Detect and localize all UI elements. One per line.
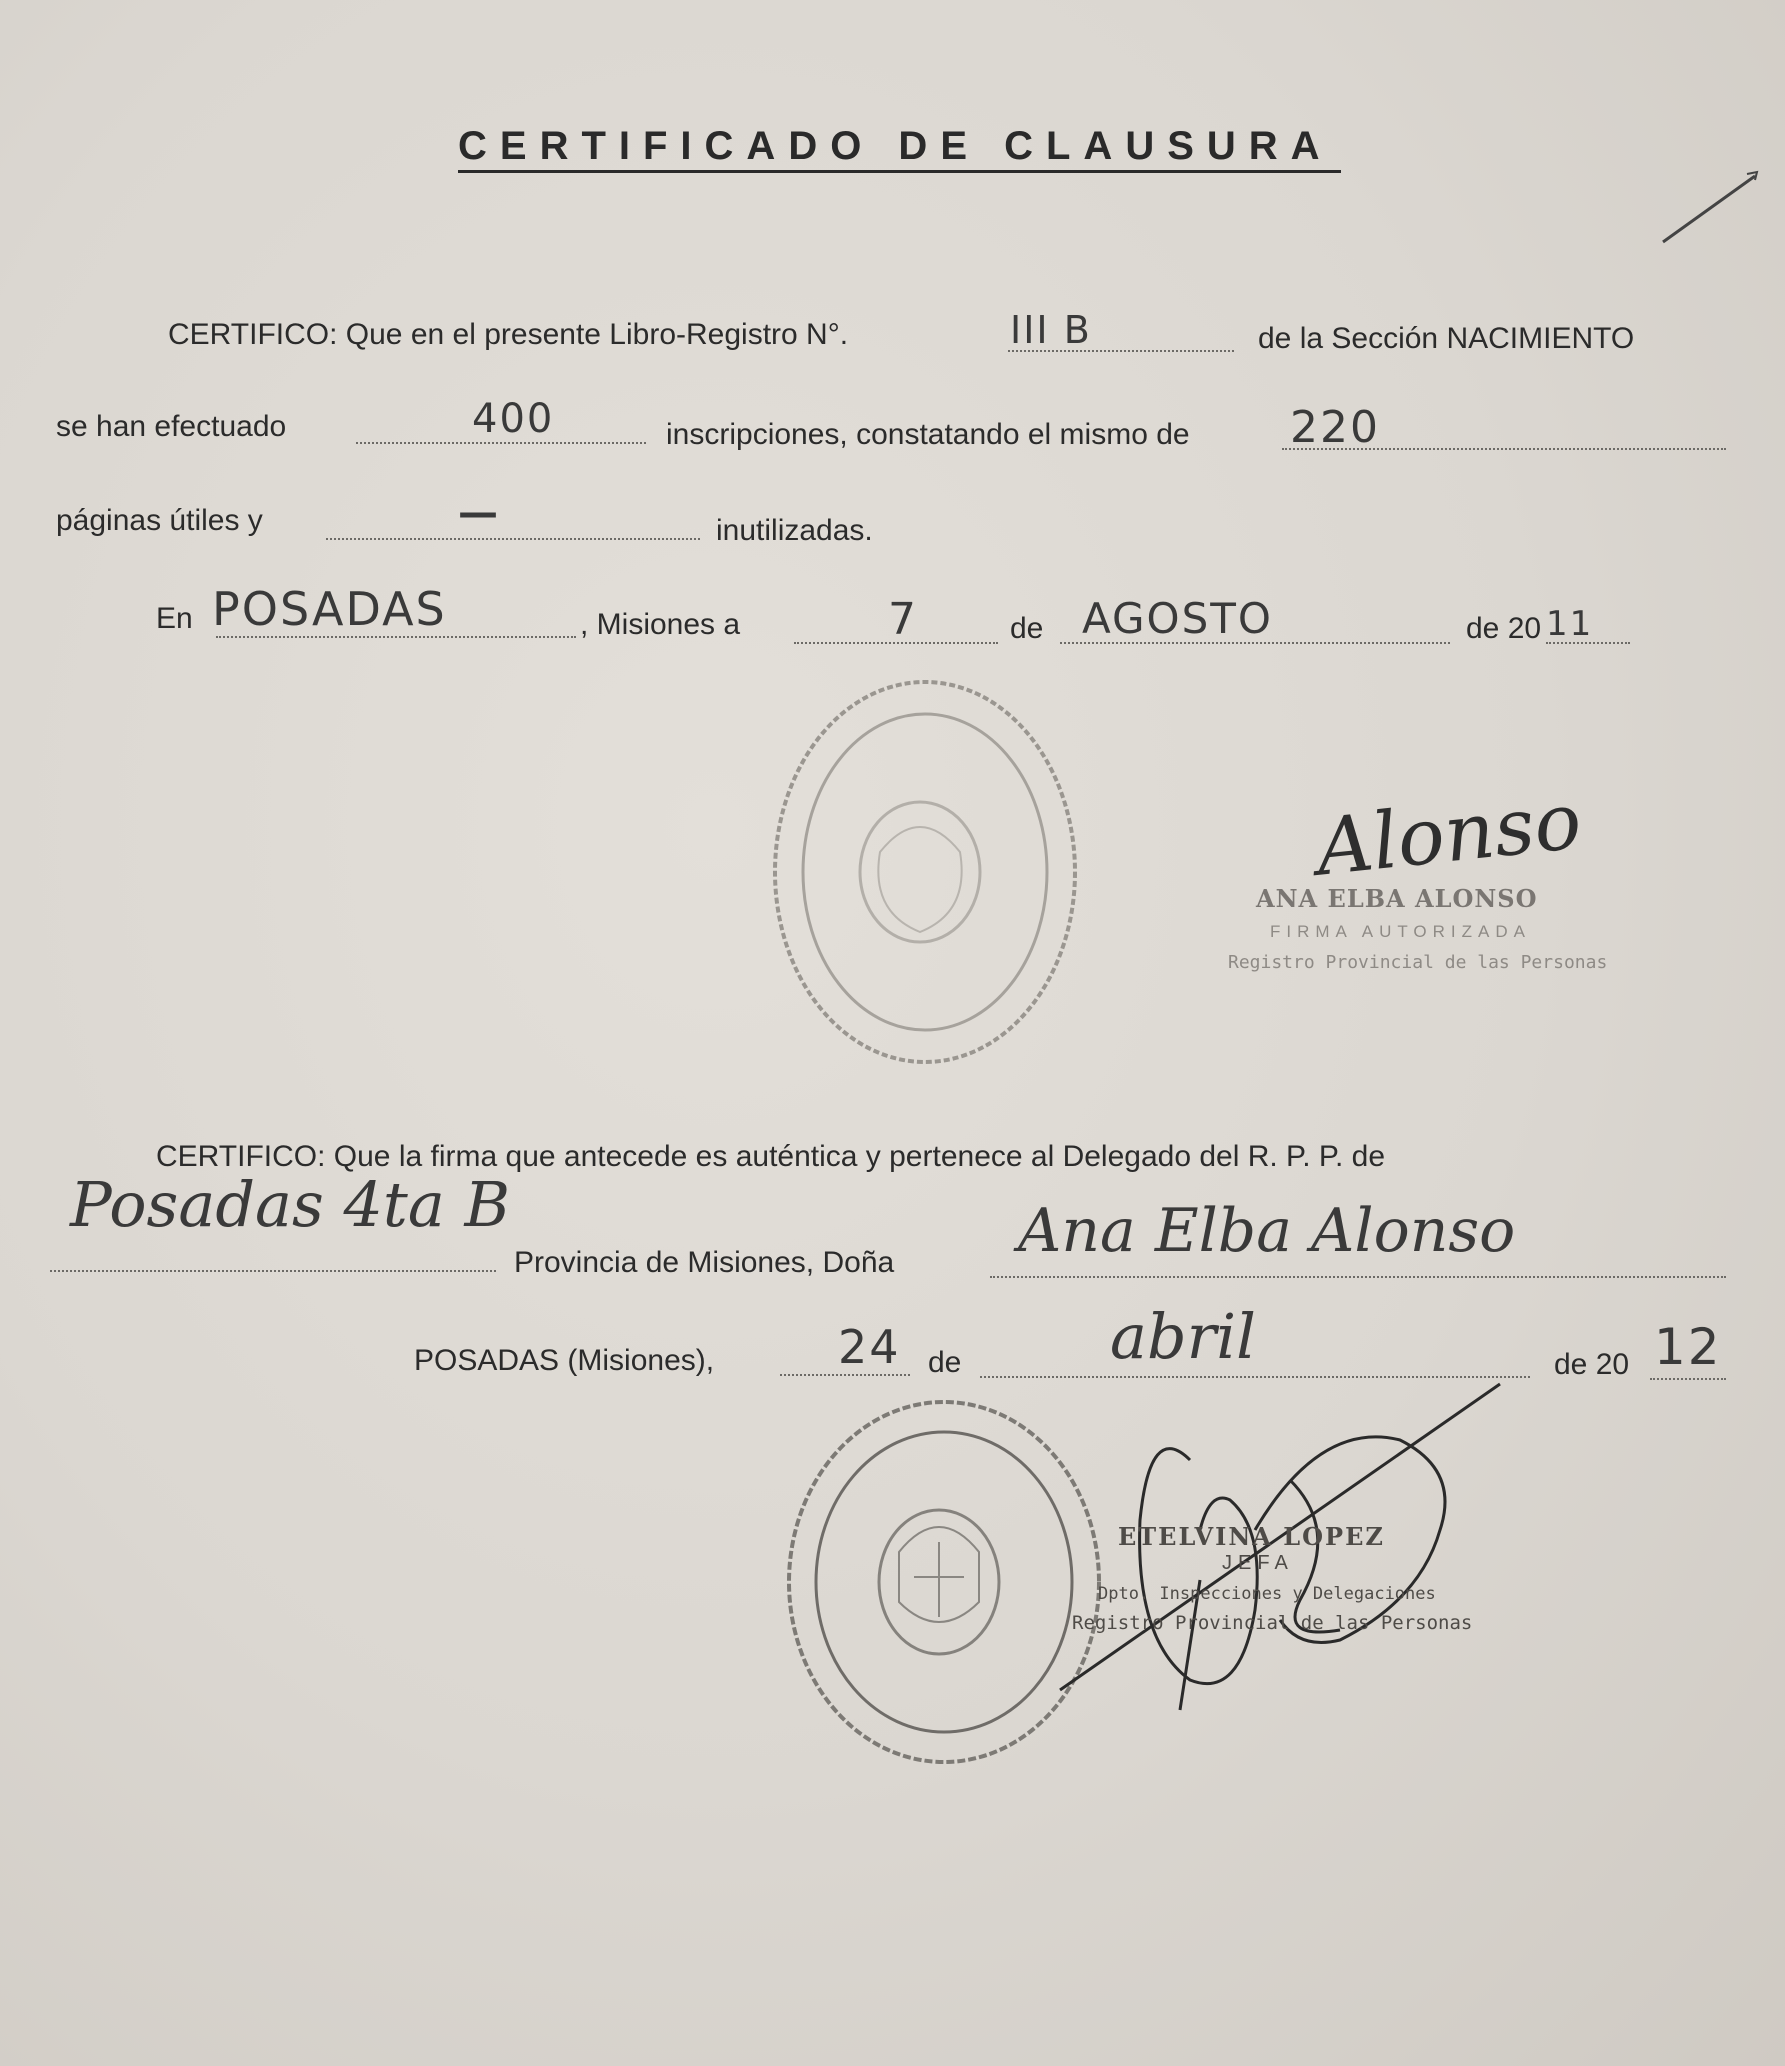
- section1-line1-lead: CERTIFICO: Que en el presente Libro-Registro N°.: [168, 318, 849, 351]
- section1-line3-lead: páginas útiles y: [56, 504, 263, 537]
- section2-anio-prefix: de 20: [1554, 1348, 1630, 1381]
- section1-anio-value: 11: [1546, 604, 1594, 644]
- section1-misiones-label: , Misiones a: [580, 608, 741, 641]
- signatory2-dept: Dpto. Inspecciones y Delegaciones: [1098, 1584, 1436, 1604]
- signatory1-org: Registro Provincial de las Personas: [1228, 952, 1608, 973]
- signatory1-name: ANA ELBA ALONSO: [1256, 884, 1538, 913]
- section1-de-label: de: [1010, 612, 1044, 645]
- mes-value: AGOSTO: [1082, 594, 1273, 643]
- pencil-mark: [1655, 170, 1765, 250]
- paginas-utiles-value: 220: [1290, 402, 1380, 453]
- section2-de-label: de: [928, 1346, 962, 1379]
- signatory1-role: FIRMA AUTORIZADA: [1270, 922, 1531, 941]
- section2-anio-value: 12: [1654, 1318, 1722, 1376]
- signatory2-role: JEFA: [1222, 1552, 1294, 1574]
- section1-line1-tail: de la Sección NACIMIENTO: [1258, 322, 1635, 355]
- signatory2-org: Registro Provincial de las Personas: [1072, 1612, 1473, 1634]
- title-underline: [458, 170, 1341, 173]
- section1-line2-lead: se han efectuado: [56, 410, 287, 443]
- inscripciones-field: [356, 442, 646, 444]
- signatory2-name: ETELVINA LOPEZ: [1118, 1522, 1385, 1551]
- section1-anio-prefix: de 20: [1466, 612, 1542, 645]
- mes2-field: [980, 1376, 1530, 1378]
- signature-alonso: Alonso: [1312, 776, 1586, 894]
- libro-numero-value: III B: [1010, 308, 1092, 352]
- dia-value: 7: [888, 594, 918, 645]
- section1-line3-tail: inutilizadas.: [716, 514, 873, 547]
- nombre-field: [990, 1276, 1726, 1278]
- nombre-value: Ana Elba Alonso: [1018, 1196, 1516, 1266]
- lugar-value: POSADAS: [212, 582, 447, 636]
- section2-line1: CERTIFICO: Que la firma que antecede es auténtica y pertenece al Delegado del R. P. P. de: [156, 1140, 1386, 1173]
- section2-line3-lead: POSADAS (Misiones),: [414, 1344, 715, 1377]
- inscripciones-value: 400: [472, 396, 555, 442]
- anio2-field: [1650, 1378, 1726, 1380]
- section1-line2-middle: inscripciones, constatando el mismo de: [666, 418, 1190, 451]
- dia2-field: [780, 1374, 910, 1376]
- inutilizadas-value: —: [458, 490, 500, 536]
- section1-en-label: En: [156, 602, 193, 635]
- document-title: CERTIFICADO DE CLAUSURA: [458, 124, 1333, 168]
- lugar-field: [216, 636, 576, 638]
- delegacion-value: Posadas 4ta B: [70, 1168, 511, 1241]
- section2-line2-middle: Provincia de Misiones, Doña: [514, 1246, 895, 1279]
- upper-official-stamp: [760, 672, 1090, 1072]
- mes2-value: abril: [1110, 1300, 1256, 1373]
- anio-field: [1546, 642, 1630, 644]
- inutilizadas-field: [326, 538, 700, 540]
- delegacion-field: [50, 1270, 496, 1272]
- dia2-value: 24: [838, 1320, 901, 1374]
